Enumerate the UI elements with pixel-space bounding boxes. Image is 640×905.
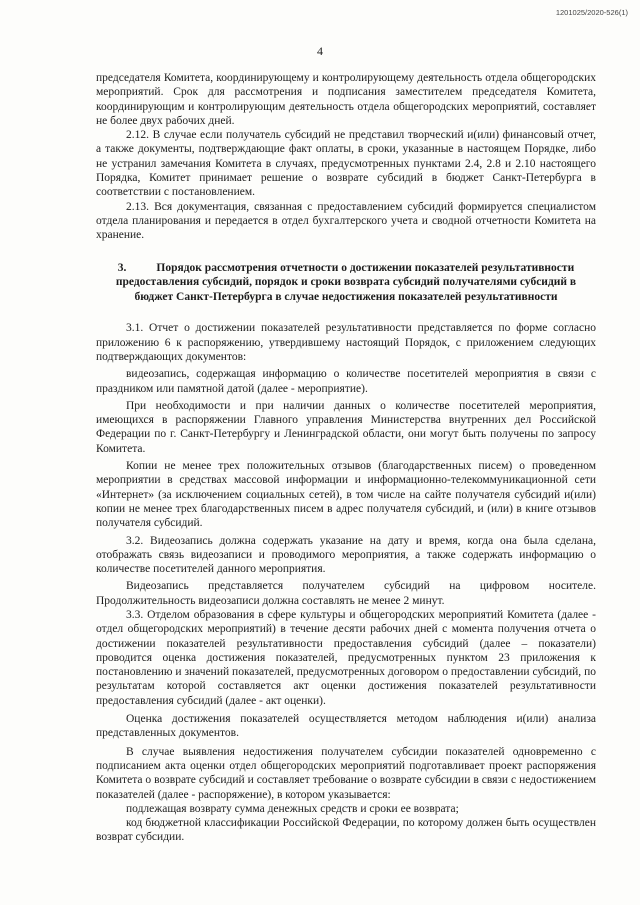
paragraph-copies: Копии не менее трех положительных отзывов (благодарственных писем) о проведенном мероприятии в средствах массовой информации и информационно-телекоммуникационной сети «Интернет» (за исключением социальных сетей), в том числе на сайте получателя субсидий и(или) копии не менее трех благодарственных писем в адрес получателя субсидий, и (или) в книге отзывов получателя субсидий. (96, 460, 596, 530)
paragraph-necessity: При необходимости и при наличии данных о количестве посетителей мероприятия, имеющихся в распоряжении Главного управления Министерства внутренних дел Российской Федерации по г. Санкт-Петербургу и Ленинградской области, они могут быть получены по запросу Комитета. (96, 399, 596, 455)
page-number: 4 (317, 44, 323, 58)
paragraph-video: видеозапись, содержащая информацию о количестве посетителей мероприятия в связи с праздником или памятной датой (далее - мероприятие). (96, 368, 596, 395)
paragraph-budget-code: код бюджетной классификации Российской Федерации, по которому должен быть осуществлен возврат субсидии. (96, 817, 596, 844)
section-3-title: Порядок рассмотрения отчетности о достижении показателей результативности предоставления субсидий, порядок и сроки возврата субсидий получателями субсидий в бюджет Санкт-Петербурга в случае недостижения показателей результативности (115, 261, 577, 303)
section-3-heading (96, 261, 596, 305)
paragraph-3-1: 3.1. Отчет о достижении показателей результативности представляется по форме согласно приложению 6 к распоряжению, утвердившему настоящий Порядок, с приложением следующих подтверждающих документов: (96, 322, 596, 363)
paragraph-2-13: 2.13. Вся документация, связанная с предоставлением субсидий формируется специалистом отдела планирования и передается в отдел бухгалтерского учета и сводной отчетности Комитета на хранение. (96, 200, 596, 242)
paragraph-intro: председателя Комитета, координирующему и контролирующему деятельность отдела общегородских мероприятий. Срок для рассмотрения и подписания заместителем председателя Комитета, координирующим и контролирующим деятельность отдела общегородских мероприятий, составляет не более двух рабочих дней. (96, 72, 596, 127)
paragraph-3-3: 3.3. Отделом образования в сфере культуры и общегородских мероприятий Комитета (далее - отдел общегородских мероприятий) в течение десяти рабочих дней с момента получения отчета о достижении показателей результативности предоставления субсидий (далее – показатели) проводится оценка достижения показателей, предусмотренных пунктом 23 приложения к постановлению и значений показателей, предусмотренных договором о предоставлении субсидий, по результатам которой составляется акт оценки достижения показателей результативности предоставления субсидий (далее - акт оценки). (96, 608, 596, 707)
document-id: 1201025/2020-526(1) (555, 8, 628, 17)
paragraph-refund-amount: подлежащая возврату сумма денежных средств и сроки ее возврата; (126, 802, 459, 815)
paragraph-3-2: 3.2. Видеозапись должна содержать указание на дату и время, когда она была сделана, отображать связь видеозаписи и проводимого мероприятия, а также содержать информацию о количестве посетителей данного мероприятия. (96, 534, 596, 576)
paragraph-assessment: Оценка достижения показателей осуществляется методом наблюдения и(или) анализа представленных документов. (96, 713, 596, 740)
document-body (96, 71, 596, 845)
paragraph-digital-medium: Видеозапись представляется получателем субсидий на цифровом носителе. Продолжительность видеозаписи должна составлять не менее 2 минут. (96, 580, 596, 607)
paragraph-shortfall-case: В случае выявления недостижения получателем субсидии показателей одновременно с подписанием акта оценки отдел общегородских мероприятий подготавливает проект распоряжения Комитета о возврате субсидий и составляет требование о возврате субсидии в связи с недостижением показателей (далее - распоряжение), в котором указывается: (96, 745, 596, 801)
paragraph-2-12: 2.12. В случае если получатель субсидий не представил творческий и(или) финансовый отчет, а также документы, подтверждающие факт оплаты, в сроки, указанные в настоящем Порядке, либо не устранил замечания Комитета в случаях, предусмотренных пунктами 2.4, 2.8 и 2.10 настоящего Порядка, Комитет принимает решение о возврате субсидий в бюджет Санкт-Петербурга в соответствии с постановлением. (96, 129, 596, 199)
section-3-number: 3. (117, 261, 127, 274)
